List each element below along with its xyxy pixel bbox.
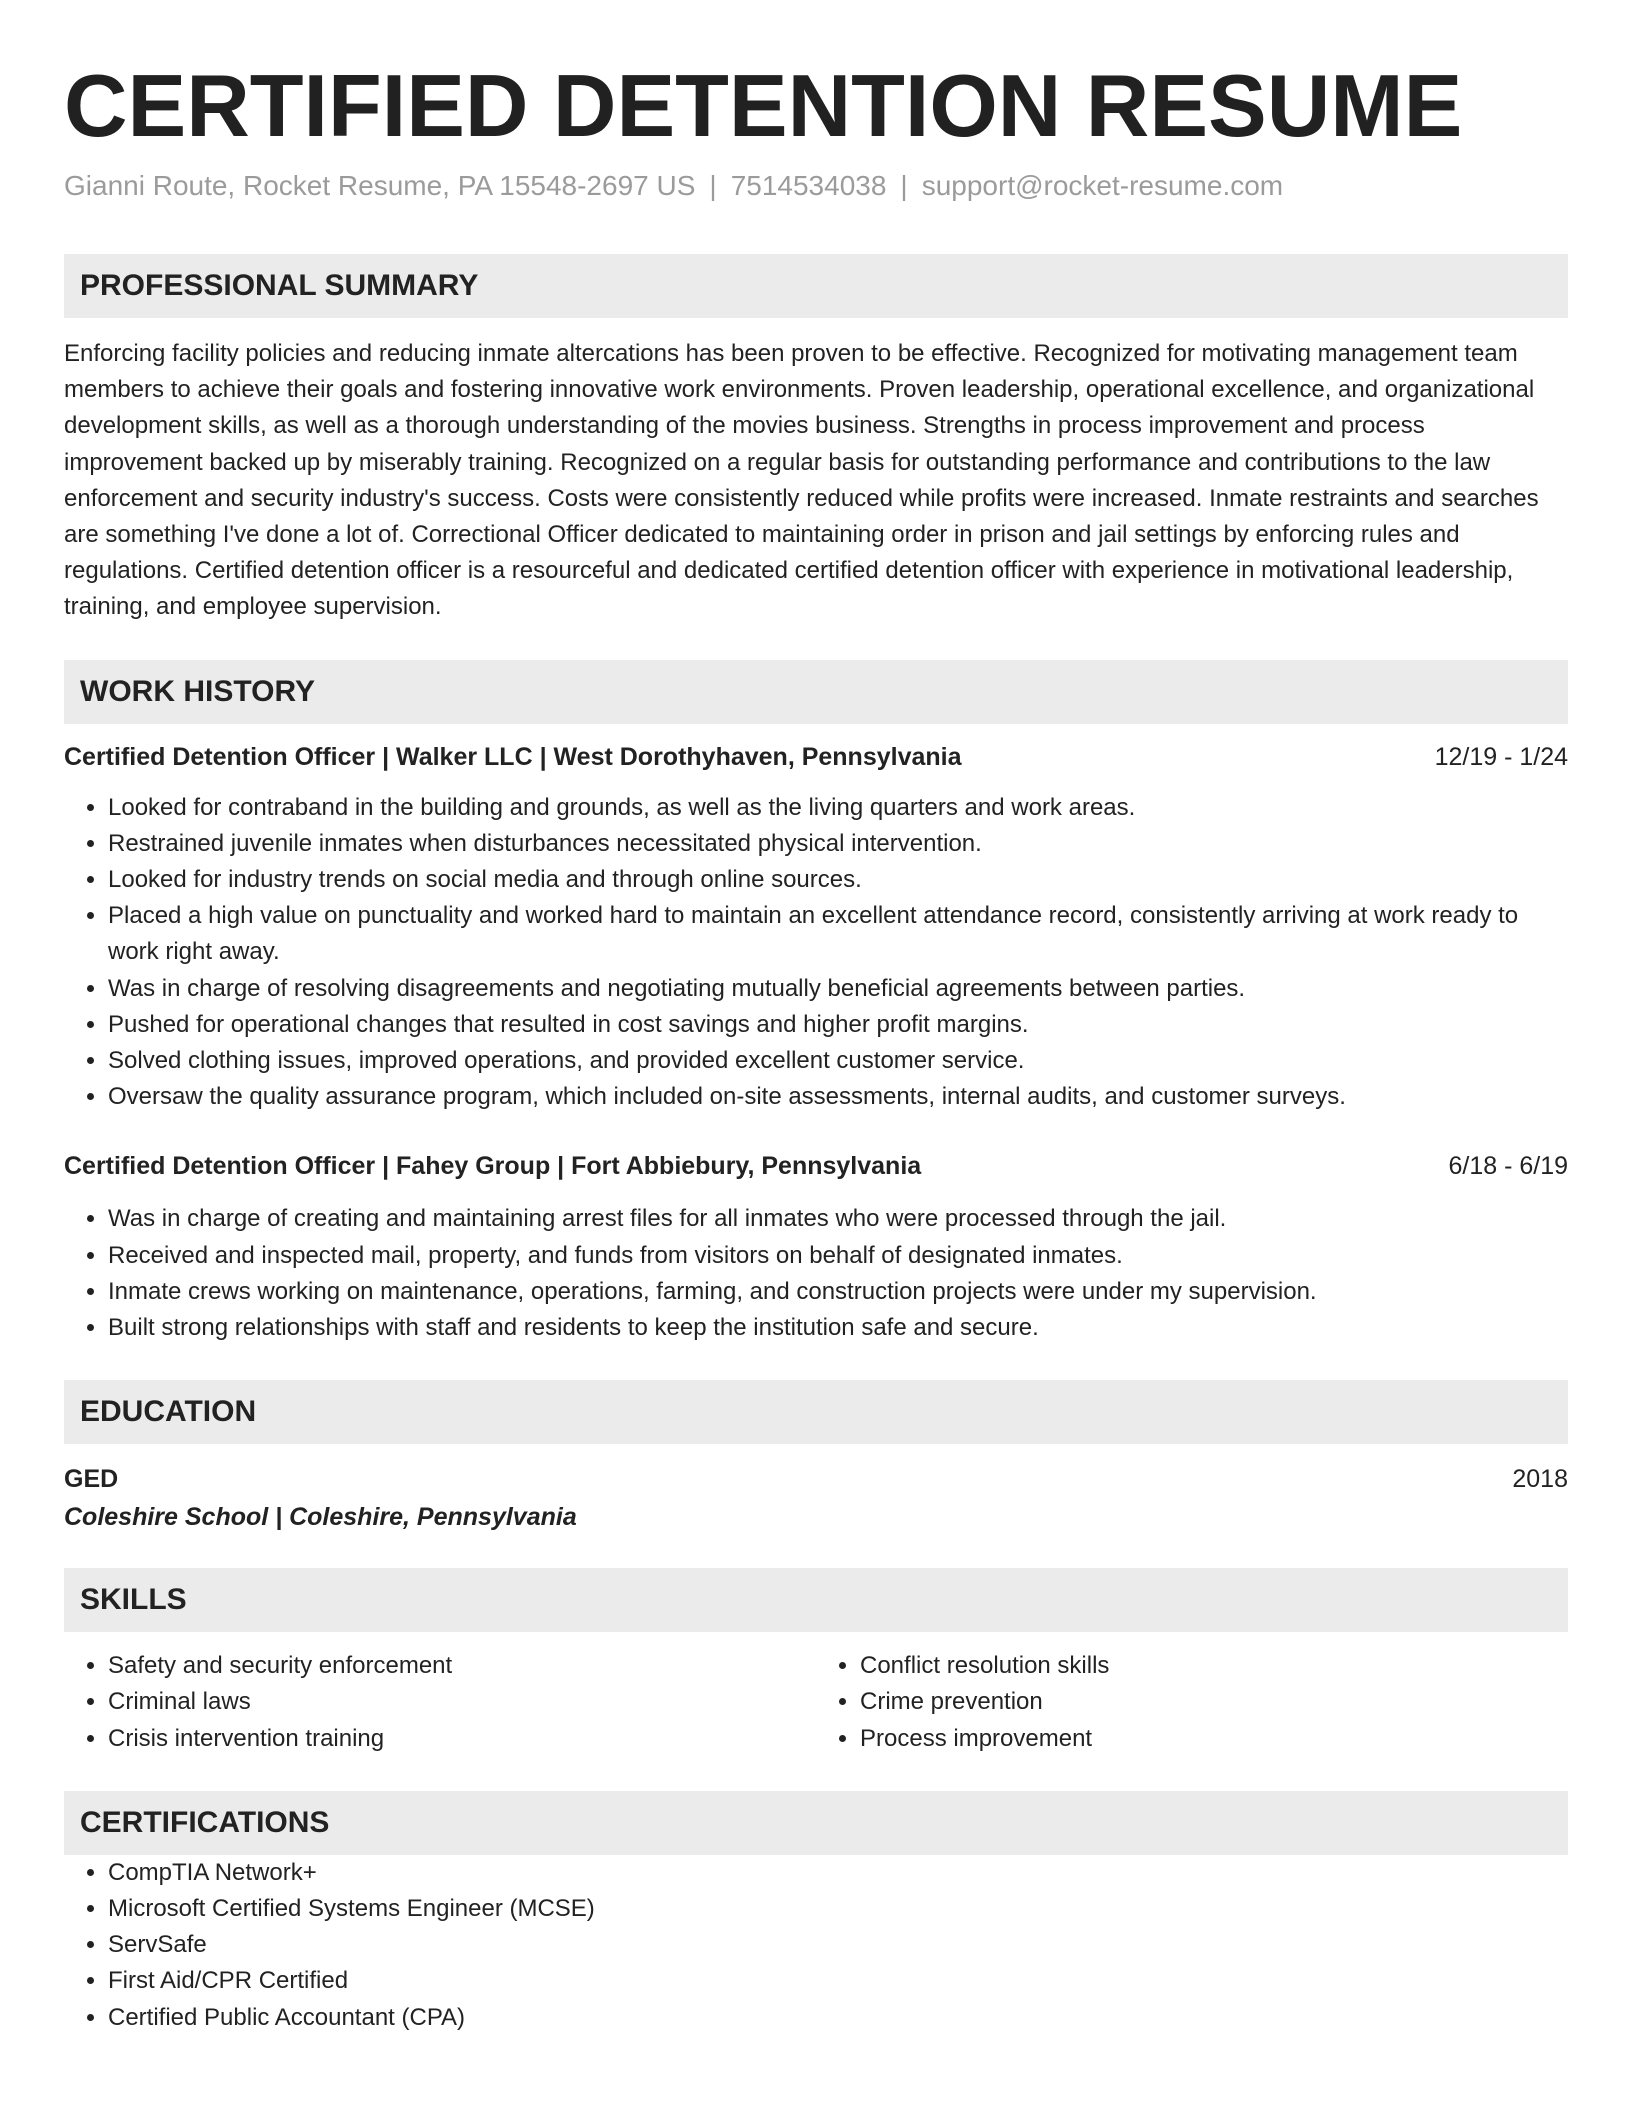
job-duty-item: • Received and inspected mail, property, and funds from visitors on behalf of designated inmates. bbox=[108, 1238, 1568, 1274]
certification-item: • Microsoft Certified Systems Engineer (MCSE) bbox=[108, 1891, 1568, 1927]
skill-item: • Crisis intervention training bbox=[108, 1721, 816, 1757]
skill-item: • Conflict resolution skills bbox=[860, 1648, 1568, 1684]
contact-address: Gianni Route, Rocket Resume, PA 15548-2697 US bbox=[64, 170, 696, 201]
education-year: 2018 bbox=[1512, 1465, 1568, 1494]
certification-item: • ServSafe bbox=[108, 1927, 1568, 1963]
job-header bbox=[64, 1149, 1568, 1183]
section-heading-summary: PROFESSIONAL SUMMARY bbox=[64, 254, 1568, 318]
job-duty-item: • Inmate crews working on maintenance, operations, farming, and construction projects were under my supervision. bbox=[108, 1274, 1568, 1310]
job-duty-item: • Was in charge of resolving disagreements and negotiating mutually beneficial agreements between parties. bbox=[108, 971, 1568, 1007]
job-header bbox=[64, 740, 1568, 774]
resume-name: CERTIFIED DETENTION RESUME bbox=[64, 56, 1463, 155]
job-duty-item: • Was in charge of creating and maintaining arrest files for all inmates who were processed through the jail. bbox=[108, 1201, 1568, 1237]
job-duty-item: • Solved clothing issues, improved operations, and provided excellent customer service. bbox=[108, 1043, 1568, 1079]
skills-column-left bbox=[64, 1648, 816, 1757]
job-entry bbox=[64, 740, 1568, 1116]
skill-item: • Process improvement bbox=[860, 1721, 1568, 1757]
job-duties bbox=[64, 1201, 1568, 1346]
skills-grid bbox=[64, 1648, 1568, 1757]
education-degree: GED bbox=[64, 1465, 119, 1494]
skill-item: • Crime prevention bbox=[860, 1684, 1568, 1720]
job-duty-item: • Restrained juvenile inmates when disturbances necessitated physical intervention. bbox=[108, 826, 1568, 862]
job-duty-item: • Looked for industry trends on social media and through online sources. bbox=[108, 862, 1568, 898]
contact-email: support@rocket-resume.com bbox=[921, 170, 1284, 201]
summary-text: Enforcing facility policies and reducing inmate altercations has been proven to be effective. Recognized for motivating management team members to achieve their goals and fostering innovative work environments. Proven leadership, operational excellence, and organizational development skills, as well as a thorough understanding of the movies business. Strengths in process improvement and process improvement backed up by miserably training. Recognized on a regular basis for outstanding performance and contributions to the law enforcement and security industry's success. Costs were consistently reduced while profits were increased. Inmate restraints and searches are something I've done a lot of. Correctional Officer dedicated to maintaining order in prison and jail settings by enforcing rules and regulations. Certified detention officer is a resourceful and dedicated certified detention officer with experience in motivational leadership, training, and employee supervision. bbox=[64, 340, 1539, 621]
contact-phone: 7514534038 bbox=[730, 170, 887, 201]
section-heading-certifications: CERTIFICATIONS bbox=[64, 1791, 1568, 1855]
certifications-list bbox=[64, 1855, 1568, 2036]
education-school: Coleshire School | Coleshire, Pennsylvania bbox=[64, 1503, 577, 1532]
job-duty-item: • Built strong relationships with staff and residents to keep the institution safe and secure. bbox=[108, 1310, 1568, 1346]
job-dates: 12/19 - 1/24 bbox=[1434, 742, 1568, 771]
section-heading-skills: SKILLS bbox=[64, 1568, 1568, 1632]
certification-item: • Certified Public Accountant (CPA) bbox=[108, 2000, 1568, 2036]
skill-item: • Safety and security enforcement bbox=[108, 1648, 816, 1684]
education-header bbox=[64, 1462, 1568, 1496]
section-heading-education: EDUCATION bbox=[64, 1380, 1568, 1444]
job-duty-item: • Looked for contraband in the building and grounds, as well as the living quarters and work areas. bbox=[108, 790, 1568, 826]
job-duty-item: • Pushed for operational changes that resulted in cost savings and higher profit margins. bbox=[108, 1007, 1568, 1043]
job-title: Certified Detention Officer | Walker LLC | West Dorothyhaven, Pennsylvania bbox=[64, 742, 962, 771]
contact-line bbox=[64, 168, 1568, 204]
job-entry bbox=[64, 1149, 1568, 1346]
job-duties bbox=[64, 790, 1568, 1116]
certification-item: • CompTIA Network+ bbox=[108, 1855, 1568, 1891]
skills-column-right bbox=[816, 1648, 1568, 1757]
certification-item: • First Aid/CPR Certified bbox=[108, 1963, 1568, 1999]
skill-item: • Criminal laws bbox=[108, 1684, 816, 1720]
section-heading-work-history: WORK HISTORY bbox=[64, 660, 1568, 724]
job-dates: 6/18 - 6/19 bbox=[1448, 1152, 1568, 1181]
job-title: Certified Detention Officer | Fahey Group | Fort Abbiebury, Pennsylvania bbox=[64, 1152, 922, 1181]
job-duty-item: • Oversaw the quality assurance program, which included on-site assessments, internal audits, and customer surveys. bbox=[108, 1079, 1568, 1115]
contact-separator: | bbox=[900, 170, 908, 201]
contact-separator: | bbox=[709, 170, 717, 201]
job-duty-item: • Placed a high value on punctuality and worked hard to maintain an excellent attendance record, consistently arriving at work ready to work right away. bbox=[108, 898, 1568, 970]
